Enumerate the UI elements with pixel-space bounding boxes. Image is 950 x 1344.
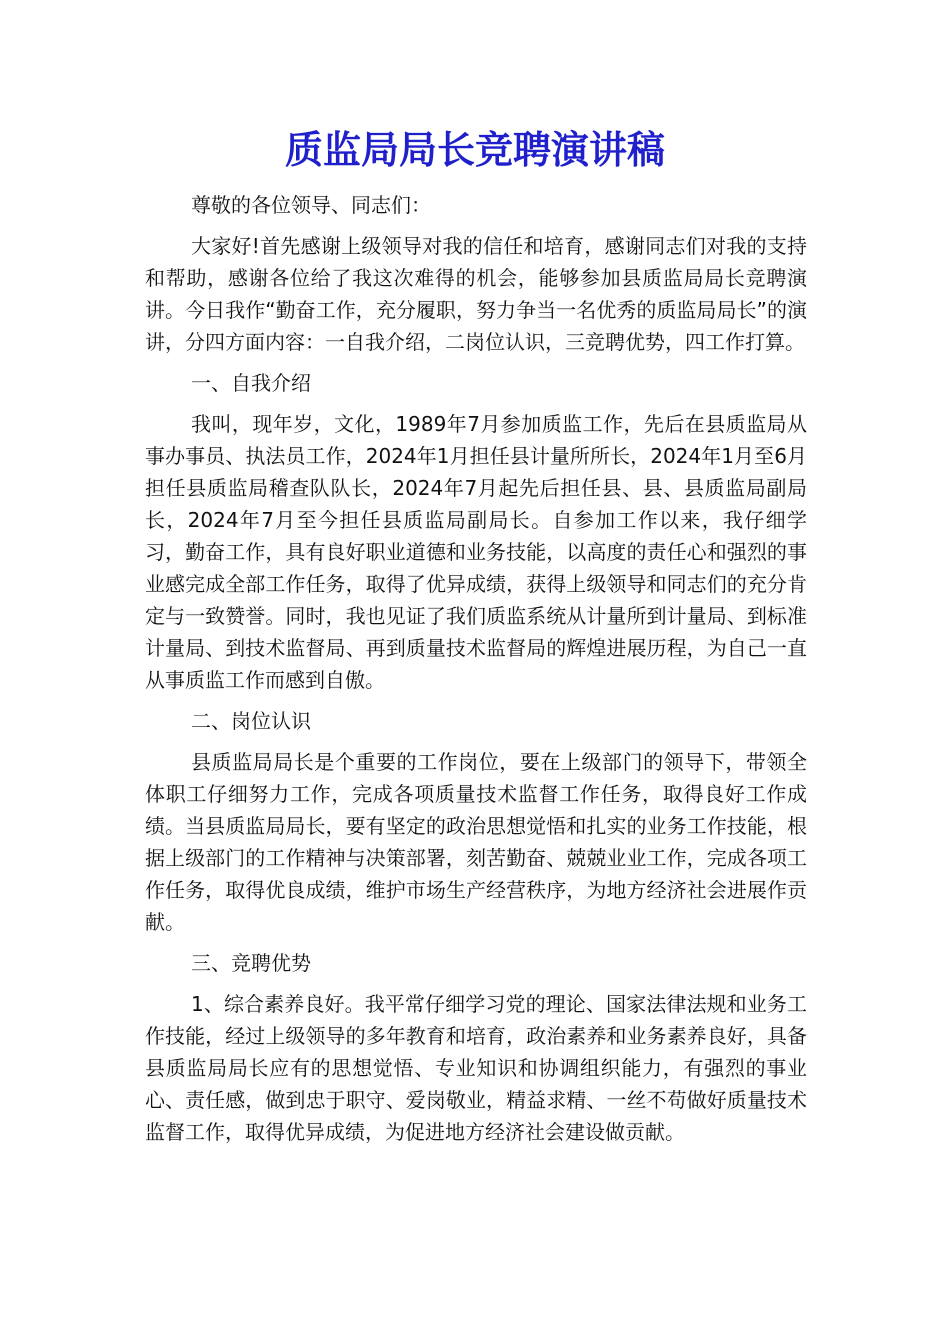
section-heading-self-intro: 一、自我介绍 [191, 371, 311, 395]
opening-paragraph: 大家好!首先感谢上级领导对我的信任和培育，感谢同志们对我的支持和帮助，感谢各位给了我这次难得的机会，能够参加县质监局局长竞聘演讲。今日我作“勤奋工作，充分履职，努力争当一名优秀的质监局局长”的演讲，分四方面内容：一自我介绍，二岗位认识，三竞聘优势，四工作打算。 [145, 234, 807, 354]
section-heading-advantages: 三、竞聘优势 [191, 951, 311, 975]
position-paragraph: 县质监局局长是个重要的工作岗位，要在上级部门的领导下，带领全体职工仔细努力工作，完成各项质量技术监督工作任务，取得良好工作成绩。当县质监局局长，要有坚定的政治思想觉悟和扎实的业务工作技能，根据上级部门的工作精神与决策部署，刻苦勤奋、兢兢业业工作，完成各项工作任务，取得优良成绩，维护市场生产经营秩序，为地方经济社会进展作贡献。 [145, 750, 807, 934]
self-intro-paragraph: 我叫，现年岁，文化，1989年7月参加质监工作，先后在县质监局从事办事员、执法员工作，2024年1月担任县计量所所长，2024年1月至6月担任县质监局稽查队队长，2024年7月起先后担任县、县、县质监局副局长，2024年7月至今担任县质监局副局长。自参加工作以来，我仔细学习，勤奋工作，具有良好职业道德和业务技能，以高度的责任心和强烈的事业感完成全部工作任务，取得了优异成绩，获得上级领导和同志们的充分肯定与一致赞誉。同时，我也见证了我们质监系统从计量所到计量局、到标准计量局、到技术监督局、再到质量技术监督局的辉煌进展历程，为自己一直从事质监工作而感到自傲。 [145, 412, 807, 692]
advantage-paragraph-1: 1、综合素养良好。我平常仔细学习党的理论、国家法律法规和业务工作技能，经过上级领导的多年教育和培育，政治素养和业务素养良好，具备县质监局局长应有的思想觉悟、专业知识和协调组织能力，有强烈的事业心、责任感，做到忠于职守、爱岗敬业，精益求精、一丝不苟做好质量技术监督工作，取得优异成绩，为促进地方经济社会建设做贡献。 [145, 992, 807, 1144]
section-heading-position: 二、岗位认识 [191, 709, 311, 733]
salutation-paragraph: 尊敬的各位领导、同志们： [191, 193, 431, 217]
document-body [145, 189, 807, 1157]
document-title: 质监局局长竞聘演讲稿 [284, 127, 665, 172]
